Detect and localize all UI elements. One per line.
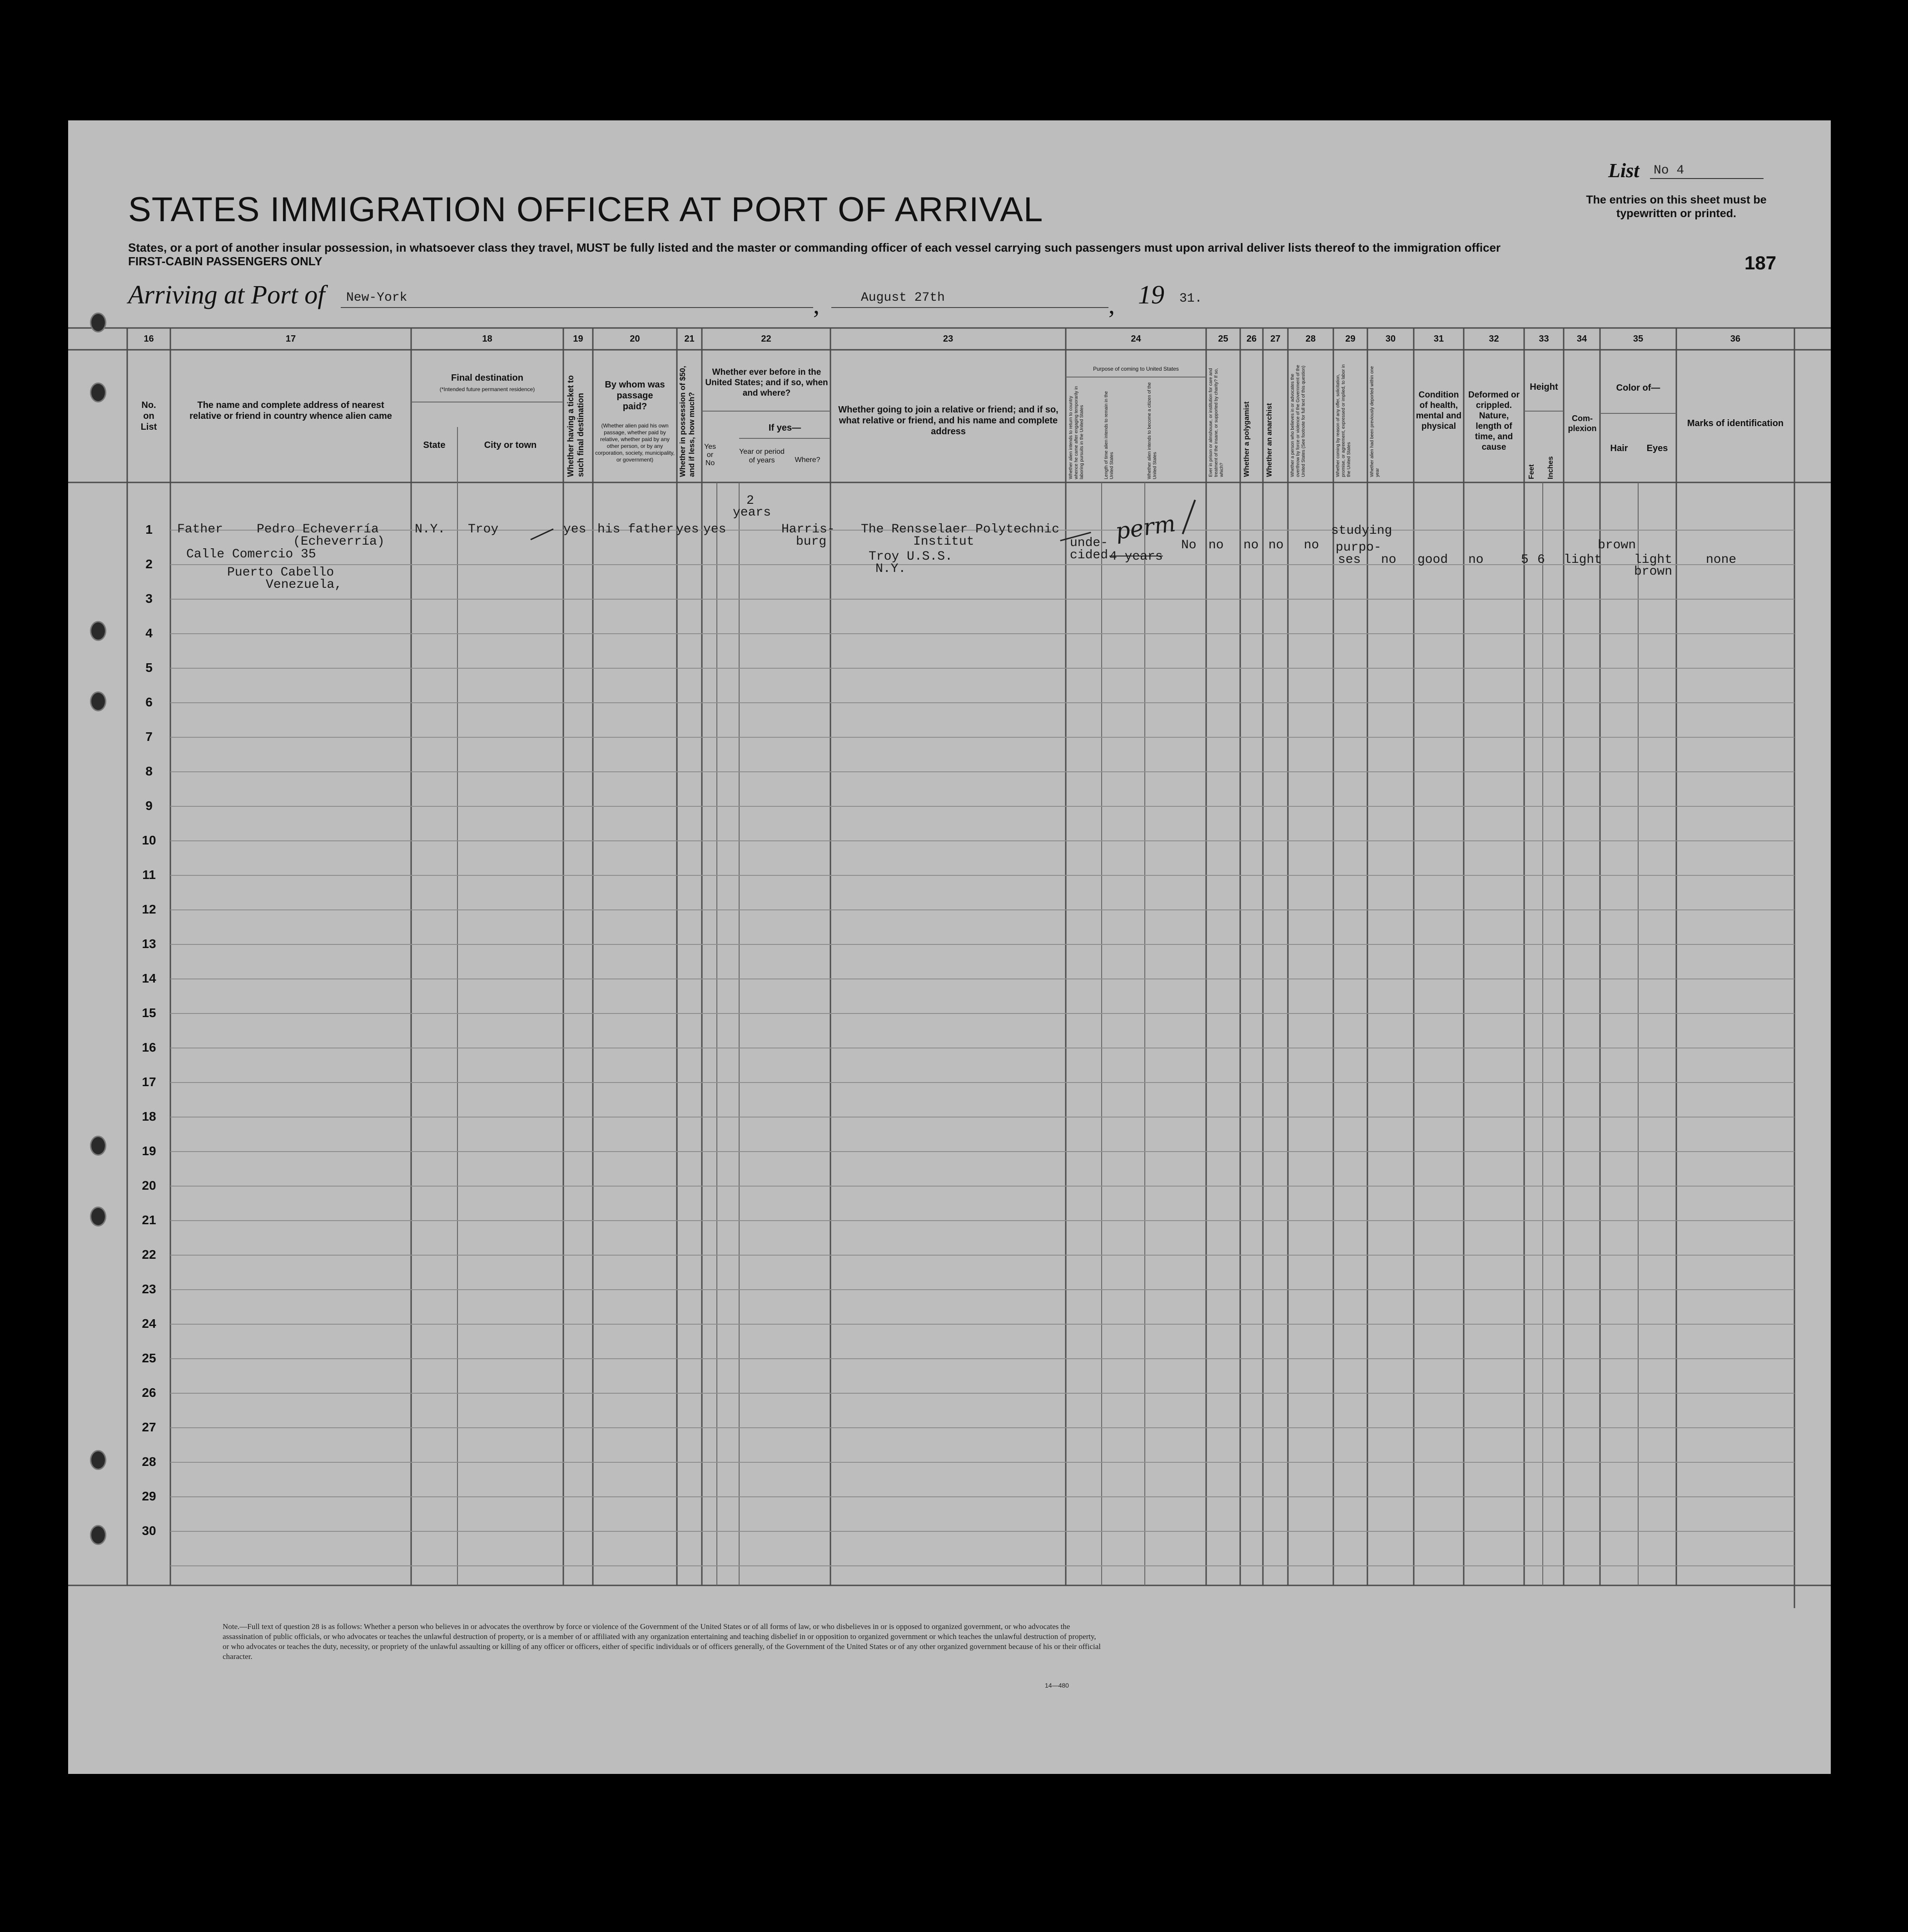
header-passage: By whom was passage paid? (605, 380, 665, 412)
header-nearest-relative: The name and complete address of nearest relative or friend in country whence alien came (189, 400, 392, 421)
header-state: State (423, 440, 446, 450)
binder-hole (90, 621, 106, 641)
header-passage-note: (Whether alien paid his own passage, whether paid by relative, whether paid by any other person, or by any corporation, society, municipality, or government) (595, 422, 675, 463)
col-num-23: 23 (943, 334, 954, 344)
row-number: 23 (142, 1282, 156, 1296)
form-number: 14—480 (1045, 1682, 1069, 1689)
entry-inches: 6 (1537, 553, 1545, 567)
entry-relation: Father (177, 522, 223, 536)
row-number: 8 (145, 764, 153, 778)
entry-join-4: N.Y. (875, 562, 906, 576)
row-number: 20 (142, 1178, 156, 1192)
arriving-label: Arriving at Port of (128, 280, 325, 309)
header-purpose-return: Whether alien intends to return to country whence he came after engaging temporarily in laboring pursuits in the United States (1068, 386, 1084, 479)
binder-hole (90, 382, 106, 402)
entry-join-2: Institut (913, 535, 974, 549)
row-number: 30 (142, 1524, 156, 1538)
col-num-29: 29 (1345, 334, 1356, 344)
row-number: 26 (142, 1386, 156, 1400)
entry-join-1: The Rensselaer Polytechnic (861, 522, 1059, 536)
row-number: 17 (142, 1075, 156, 1089)
header-deformed: Deformed or crippled. Nature, length of time, and cause (1468, 390, 1520, 452)
header-no-on-list: No. on List (140, 400, 157, 432)
header-where: Where? (795, 456, 820, 464)
col-num-35: 35 (1633, 334, 1644, 344)
header-color-of: Color of— (1616, 383, 1660, 393)
col-num-24: 24 (1131, 334, 1141, 344)
header-hair: Hair (1610, 443, 1628, 453)
entry-state: N.Y. (415, 522, 446, 536)
entry-eyes-2: brown (1634, 565, 1673, 579)
header-anarchist: Whether an anarchist (1266, 403, 1273, 477)
row-number: 18 (142, 1109, 156, 1123)
entry-period-unit: years (733, 506, 771, 520)
subtitle: States, or a port of another insular possession, in whatsoever class they travel, MUST be fully listed and the master or commanding officer of each vessel carrying such passengers must upon arrival deliver lists thereof to the immigration officer (128, 241, 1501, 254)
entry-citizen: No (1181, 538, 1197, 552)
header-before-us: Whether ever before in the United States; and if so, when and where? (705, 368, 828, 398)
row-number: 5 (145, 661, 153, 675)
entry-passage: his father (597, 522, 674, 536)
comma: , (813, 291, 820, 319)
col-num-16: 16 (144, 334, 154, 344)
col-num-26: 26 (1246, 334, 1257, 344)
entry-address-city: Puerto Cabello (227, 566, 334, 580)
row-number: 15 (142, 1006, 156, 1020)
entry-hair: brown (1598, 538, 1636, 552)
row-number: 3 (145, 591, 153, 606)
col-num-18: 18 (482, 334, 492, 344)
row-number: 29 (142, 1489, 156, 1503)
header-purpose-citizen: Whether alien intends to become a citizen of the United States (1147, 382, 1158, 479)
header-yes-no: Yes or No (704, 443, 716, 467)
date-value: August 27th (861, 291, 945, 305)
row-number: 25 (142, 1351, 156, 1365)
row-number: 21 (142, 1213, 156, 1227)
row-number: 4 (145, 626, 153, 640)
header-purpose: Purpose of coming to United States (1093, 366, 1179, 372)
col-num-31: 31 (1433, 334, 1444, 344)
col-num-19: 19 (573, 334, 583, 344)
row-number: 10 (142, 833, 156, 847)
row-number: 12 (142, 902, 156, 916)
entry-handwritten-perm: perm (1113, 510, 1178, 545)
row-number: 14 (142, 971, 156, 985)
col-num-32: 32 (1489, 334, 1499, 344)
entry-complexion: light (1564, 553, 1602, 567)
col-num-28: 28 (1305, 334, 1316, 344)
row-number: 19 (142, 1144, 156, 1158)
header-join-relative: Whether going to join a relative or friend; and if so, what relative or friend, and his name and complete address (838, 405, 1058, 437)
entry-struck-years: 4 years (1109, 550, 1163, 564)
header-ticket: Whether having a ticket to such final destination (566, 375, 585, 477)
entry-where-1: Harris- (781, 522, 835, 536)
entry-overthrow: no (1304, 538, 1319, 552)
col-num-33: 33 (1539, 334, 1549, 344)
col-num-20: 20 (630, 334, 640, 344)
header-if-yes: If yes— (768, 423, 801, 433)
row-number: 22 (142, 1247, 156, 1262)
year-suffix: 31. (1179, 292, 1202, 306)
entry-prison: no (1208, 538, 1224, 552)
header-marks: Marks of identification (1687, 418, 1784, 428)
entry-marks: none (1706, 553, 1737, 567)
entry-join-3: Troy U.S.S. (869, 550, 953, 564)
list-label: List (1608, 159, 1640, 182)
entry-eyes-1: light (1634, 553, 1673, 567)
entry-ticket: yes (563, 522, 586, 536)
header-prison: Ever in prison or almshouse, or institution for care and treatment of the insane, or supported by charity? If so, which? (1208, 368, 1224, 477)
entry-contract-2: purpo- (1336, 541, 1381, 555)
entry-relative-name: Pedro Echeverría (257, 522, 379, 536)
row-number: 6 (145, 695, 153, 709)
header-inches: Inches (1547, 456, 1555, 479)
list-number: No 4 (1654, 164, 1684, 178)
header-height: Height (1530, 382, 1558, 392)
entry-address-street: Calle Comercio 35 (186, 547, 316, 561)
comma-2: , (1108, 291, 1115, 319)
binder-hole (90, 691, 106, 711)
binder-hole (90, 1207, 106, 1227)
cabin-class: FIRST-CABIN PASSENGERS ONLY (128, 254, 323, 268)
entries-note: The entries on this sheet must be typewritten or printed. (1586, 194, 1767, 220)
col-num-21: 21 (684, 334, 695, 344)
sheet-number: 187 (1744, 252, 1777, 273)
col-num-30: 30 (1385, 334, 1396, 344)
binder-hole (90, 1525, 106, 1545)
entry-period-number: 2 (746, 494, 754, 508)
entry-where-2: burg (796, 535, 827, 549)
entry-relative-name-alt: (Echeverría) (293, 535, 385, 549)
year-prefix: 19 (1138, 280, 1164, 309)
header-overthrow: Whether a person who believes in or advocates the overthrow by force or violence of the Government of the United States (See footnote for full text of this question) (1290, 365, 1306, 477)
header-health: Condition of health, mental and physical (1416, 390, 1462, 431)
col-num-27: 27 (1270, 334, 1281, 344)
row-number: 28 (142, 1455, 156, 1469)
row-number: 13 (142, 937, 156, 951)
entry-contract-1: studying (1331, 524, 1392, 538)
header-complexion: Com- plexion (1568, 414, 1597, 433)
col-num-22: 22 (761, 334, 771, 344)
col-num-25: 25 (1218, 334, 1228, 344)
entry-deformed: no (1468, 553, 1484, 567)
header-final-destination-note: (*Intended future permanent residence) (439, 386, 535, 392)
entry-money: yes (676, 522, 699, 536)
header-purpose-length: Length of time alien intends to remain in the United States (1104, 391, 1114, 479)
entry-address-country: Venezuela, (266, 578, 343, 592)
port-value: New-York (346, 291, 407, 305)
entry-length-1: unde- (1070, 536, 1108, 550)
header-money: Whether in possession of $50, and if less, how much? (678, 366, 696, 477)
page-title: STATES IMMIGRATION OFFICER AT PORT OF ARRIVAL (128, 190, 1043, 229)
row-number: 2 (145, 557, 153, 571)
binder-hole (90, 1450, 106, 1470)
header-eyes: Eyes (1646, 443, 1668, 453)
header-year-period: Year or period of years (739, 448, 785, 464)
row-number: 24 (142, 1316, 156, 1331)
entry-before-us: yes (703, 522, 726, 536)
row-number: 1 (145, 522, 153, 536)
entry-length-2: cided (1070, 548, 1108, 562)
header-final-destination: Final destination (451, 373, 523, 383)
footnote: Note.—Full text of question 28 is as follows: Whether a person who believes in or advocates the overthrow by force or violence of the Government of the United States or of all forms of law, or who disbelieves in or is opposed to organized government, or who advocates the assassination of public officials, or who advocates or teaches the unlawful destruction of property, or is a member of or affiliated with any organization entertaining and teaching disbelief in or opposition to organized government or which teaches the unlawful destruction of property, or who advocates or teaches the duty, necessity, or propriety of the unlawful assaulting or killing of any officer or officers, either of specific individuals or of officers generally, of the Government of the United States or of any other organized government because of his or their official character. (223, 1622, 1101, 1661)
entry-health: good (1417, 553, 1448, 567)
entry-feet: 5 (1521, 553, 1529, 567)
row-number: 16 (142, 1040, 156, 1054)
col-num-34: 34 (1576, 334, 1587, 344)
entry-city: Troy (468, 522, 499, 536)
entry-polygamist: no (1243, 538, 1259, 552)
row-number: 27 (142, 1420, 156, 1434)
row-number: 9 (145, 799, 153, 813)
row-number: 11 (142, 868, 156, 882)
entry-anarchist: no (1268, 538, 1284, 552)
header-contract: Whether coming by reason of any offer, solicitation, promise, or agreement, expressed or implied, to labor in the United States (1336, 364, 1352, 477)
col-num-36: 36 (1730, 334, 1741, 344)
entry-contract-3: ses (1338, 553, 1361, 567)
entry-deported: no (1381, 553, 1396, 567)
header-deported: Whether alien had been previously deported within one year (1370, 366, 1380, 477)
header-feet: Feet (1528, 464, 1535, 479)
header-polygamist: Whether a polygamist (1243, 401, 1251, 477)
header-city: City or town (484, 440, 537, 450)
binder-hole (90, 313, 106, 333)
col-num-17: 17 (285, 334, 296, 344)
row-number: 7 (145, 730, 153, 744)
binder-hole (90, 1136, 106, 1156)
